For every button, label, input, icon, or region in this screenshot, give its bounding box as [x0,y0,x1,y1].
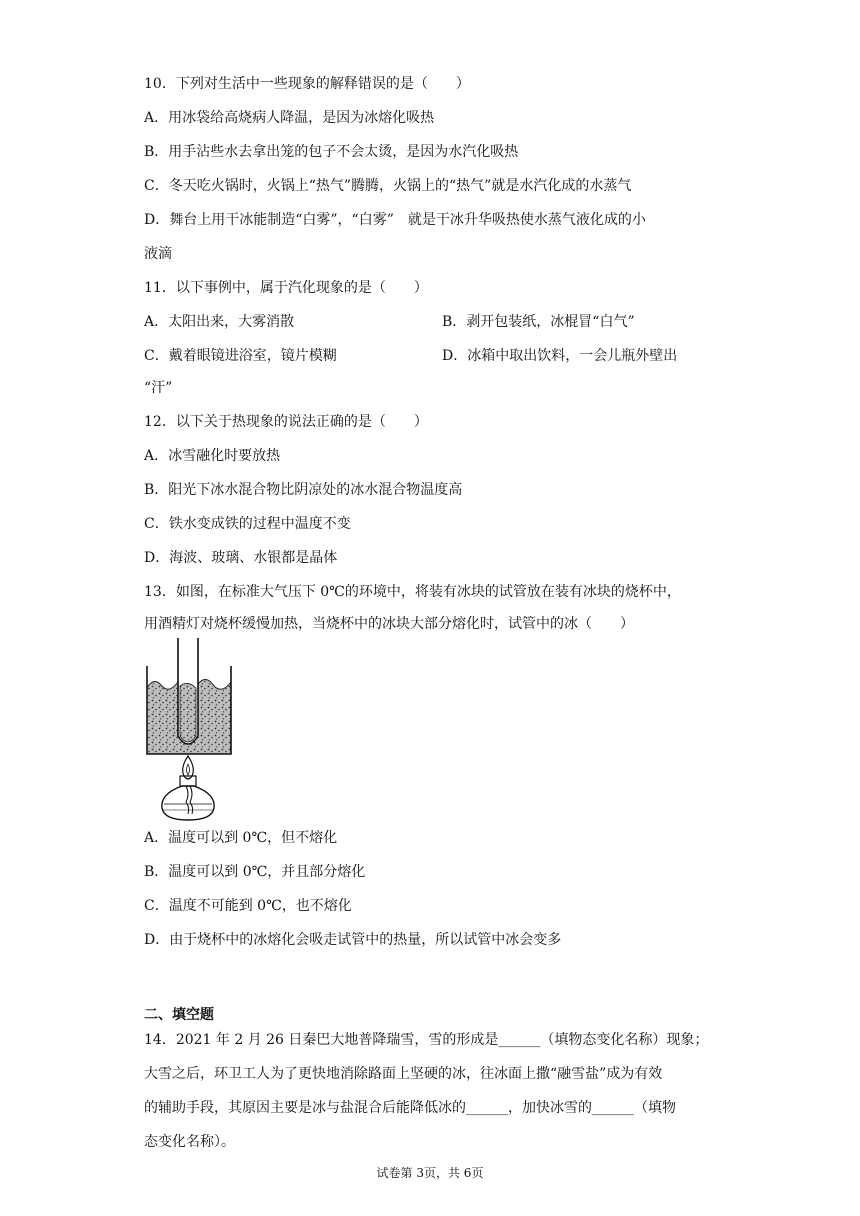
q11-stem: 11．以下事例中，属于汽化现象的是（ ） [144,280,428,296]
q11-option-c: C．戴着眼镜进浴室，镜片模糊 [144,348,337,364]
q13-option-d: D．由于烧杯中的冰熔化会吸走试管中的热量，所以试管中冰会变多 [144,932,562,948]
q13-stem-line2: 用酒精灯对烧杯缓慢加热，当烧杯中的冰块大部分熔化时，试管中的冰（ ） [144,616,634,632]
q12-option-d: D．海波、玻璃、水银都是晶体 [144,550,338,566]
burner-neck [180,776,196,786]
q14-line1: 14．2021 年 2 月 26 日秦巴大地普降瑞雪，雪的形成是______（填物态变化名称）现象； [144,1032,709,1048]
q10-option-d: D．舞台上用干冰能制造“白雾”，“白雾” 就是干冰升华吸热使水蒸气液化成的小 [144,212,646,228]
q12-stem: 12．以下关于热现象的说法正确的是（ ） [144,414,428,430]
q10-stem: 10．下列对生活中一些现象的解释错误的是（ ） [144,76,470,92]
q11-option-d-cont: “汗” [144,380,173,396]
q14-line4: 态变化名称）。 [144,1134,235,1150]
q10-option-b: B．用手沾些水去拿出笼的包子不会太烫，是因为水汽化吸热 [144,144,519,160]
q10-option-d-cont: 液滴 [144,246,172,262]
q13-stem-line1: 13．如图，在标准大气压下 0℃的环境中，将装有冰块的试管放在装有冰块的烧杯中， [144,584,681,600]
q11-option-a: A．太阳出来，大雾消散 [144,314,295,330]
q12-option-a: A．冰雪融化时要放热 [144,448,281,464]
beaker-test-tube-burner-figure [144,636,234,822]
q13-option-c: C．温度不可能到 0℃，也不熔化 [144,898,352,914]
q12-option-b: B．阳光下冰水混合物比阴凉处的冰水混合物温度高 [144,482,463,498]
q14-line2: 大雪之后，环卫工人为了更快地消除路面上坚硬的冰，往冰面上撒“融雪盐”成为有效 [144,1066,663,1082]
q13-option-a: A．温度可以到 0℃，但不熔化 [144,830,338,846]
q10-option-c: C．冬天吃火锅时，火锅上“热气”腾腾，火锅上的“热气”就是水汽化成的水蒸气 [144,178,632,194]
q14-line3: 的辅助手段，其原因主要是冰与盐混合后能降低冰的______，加快冰雪的______（填物 [144,1100,676,1116]
page-footer: 试卷第 3页，共 6页 [376,1166,484,1180]
section-title: 二、填空题 [144,1007,214,1023]
q10-option-a: A．用冰袋给高烧病人降温，是因为冰熔化吸热 [144,110,435,126]
q11-option-d: D．冰箱中取出饮料，一会儿瓶外壁出 [442,348,678,364]
q11-option-b: B．剥开包装纸，冰棍冒“白气” [442,314,635,330]
q13-option-b: B．温度可以到 0℃，并且部分熔化 [144,864,366,880]
q12-option-c: C．铁水变成铁的过程中温度不变 [144,516,351,532]
